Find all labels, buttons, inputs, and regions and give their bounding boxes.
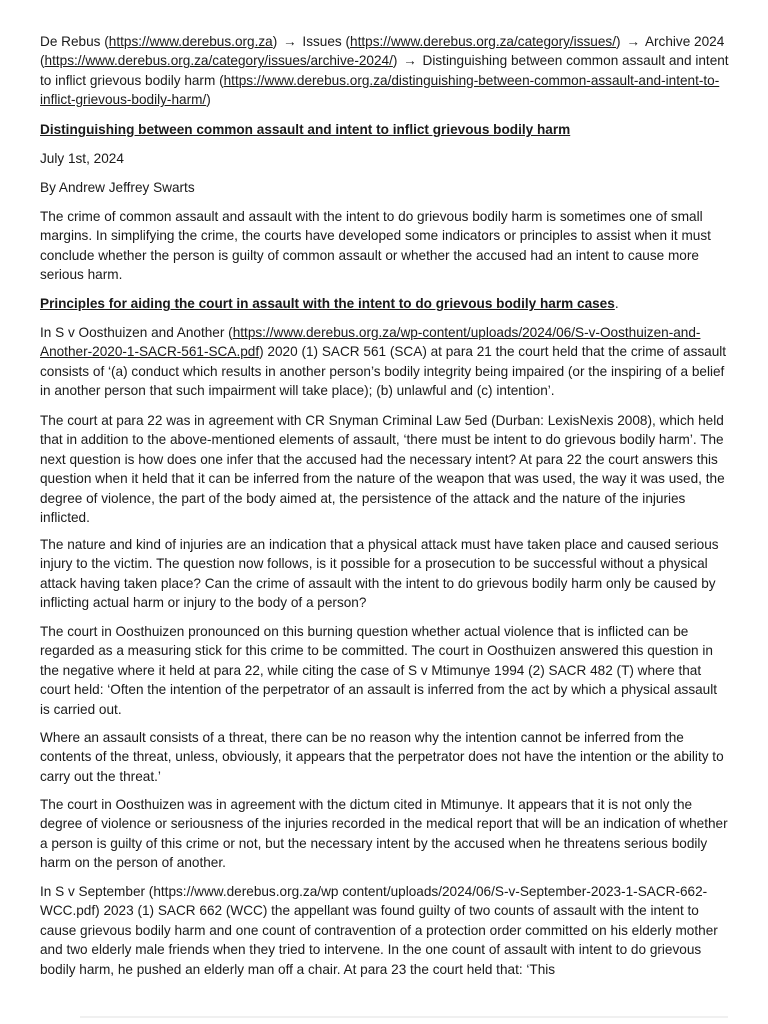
article-date: July 1st, 2024: [40, 151, 124, 166]
breadcrumb-arrow-icon: →: [626, 34, 640, 49]
paragraph-injuries: The nature and kind of injuries are an indication that a physical attack must have taken place and caused serious injury to the victim. The question now follows, is it possible for a prosecution to be successful without a physical attack having taken place? Can the crime of assault with the intent to do grievous bodily harm only be caused by inflicting actual harm or injury to the body of a person?: [40, 537, 719, 611]
breadcrumb-archive-link[interactable]: https://www.derebus.org.za/category/issues/archive-2024/: [44, 53, 393, 69]
paragraph-threat: Where an assault consists of a threat, there can be no reason why the intention cannot be inferred from the contents of the threat, unless, obviously, it appears that the perpetrator does not have the intention or the ability to carry out the threat.’: [40, 730, 724, 784]
article-byline: By Andrew Jeffrey Swarts: [40, 180, 195, 195]
breadcrumb-arrow-icon: →: [403, 53, 417, 69]
paragraph-snyman: The court at para 22 was in agreement with CR Snyman Criminal Law 5ed (Durban: LexisNexis 2008), which held that in addition to the above-mentioned elements of assault, ‘there must be intent to do grievous bodily harm’. The next question is how does one infer that the accused had the necessary intent? At para 22 the court answers this question when it held that it can be inferred from the nature of the weapon that was used, the way it was used, the degree of violence, the part of the body aimed at, the persistence of the attack and the nature of the injuries inflicted.: [40, 413, 725, 526]
breadcrumb-issues-link[interactable]: https://www.derebus.org.za/category/issues/: [350, 34, 616, 49]
paragraph-september: In S v September (https://www.derebus.org.za/wp content/uploads/2024/06/S-v-September-2023-1-SACR-662-WCC.pdf) 2023 (1) SACR 662 (WCC) the appellant was found guilty of two counts of assault with the intent to cause grievous bodily harm and one count of contravention of a protection order committed on his elderly mother and two elderly male friends when they tried to intervene. In the one count of assault with intent to do grievous bodily harm, he pushed an elderly man off a chair. At para 23 the court held that: ‘This: [40, 884, 718, 977]
paragraph-rest: ) 2020 (1) SACR 561 (SCA) at para 21 the court held that the crime of assault consists of ‘(a) conduct which results in another person’s bodily integrity being impaired (or the inspiring of a belief in another person that such impairment will take place); (b) unlawful and (c) intention’.: [40, 344, 727, 399]
breadcrumb-site: De Rebus: [40, 34, 101, 49]
article-intro: The crime of common assault and assault with the intent to do grievous bodily harm is sometimes one of small margins. In simplifying the crime, the courts have developed some indicators or principles to assist when it must conclude whether the person is guilty of common assault or whether the accused had an intent to cause more serious harm.: [40, 209, 711, 283]
oosthuizen-link[interactable]: https://www.derebus.org.za/wp-content/uploads/2024/06/S-v-Oosthuizen-and-Another-2020-1-SACR-561-SCA.pdf: [40, 325, 701, 360]
breadcrumb-issues: Issues: [302, 34, 342, 49]
breadcrumb-current: Distinguishing between common assault and intent to inflict grievous bodily harm: [40, 53, 729, 88]
breadcrumb-current-link[interactable]: https://www.derebus.org.za/distinguishing-between-common-assault-and-intent-to-inflict-grievous-bodily-harm/: [40, 72, 720, 108]
paragraph-mtimunye: The court in Oosthuizen was in agreement with the dictum cited in Mtimunye. It appears that it is not only the degree of violence or seriousness of the injuries recorded in the medical report that will be an indication of whether a person is guilty of this crime or not, but the necessary intent by the accused when he threatens serious bodily harm on the person of another.: [40, 797, 728, 871]
breadcrumb: De Rebus (https://www.derebus.org.za) → Issues (https://www.derebus.org.za/category/issues/) → Archive 2024 (https://www.derebus.org.za/category/issues/archive-2024/) → Distinguishing between common assault and intent to inflict grievous bodily harm (https://www.derebus.org.za/distinguishing-between-common-assault-and-intent-to-inflict-grievous-bodily-harm/): [40, 34, 729, 108]
scan-artifact: [80, 1016, 728, 1018]
section-heading: [40, 294, 730, 313]
breadcrumb-site-link[interactable]: https://www.derebus.org.za: [108, 34, 273, 49]
paragraph-lead: In S v Oosthuizen and Another (: [40, 325, 233, 340]
breadcrumb-archive: Archive 2024: [644, 34, 725, 49]
paragraph-oosthuizen-citation: [40, 323, 730, 401]
breadcrumb-arrow-icon: →: [283, 34, 297, 49]
paragraph-measuring-stick: The court in Oosthuizen pronounced on this burning question whether actual violence that is inflicted can be regarded as a measuring stick for this crime to be committed. The court in Oosthuizen answered this question in the negative where it held at para 22, while citing the case of S v Mtimunye 1994 (2) SACR 482 (T) where that court held: ‘Often the intention of the perpetrator of an assault is inferred from the act by which a physical assault is carried out.: [40, 624, 718, 717]
article-title: Distinguishing between common assault and intent to inflict grievous bodily harm: [40, 122, 571, 137]
section-heading-period: .: [614, 296, 619, 311]
section-heading-text: Principles for aiding the court in assault with the intent to do grievous bodily harm cases: [40, 296, 615, 311]
